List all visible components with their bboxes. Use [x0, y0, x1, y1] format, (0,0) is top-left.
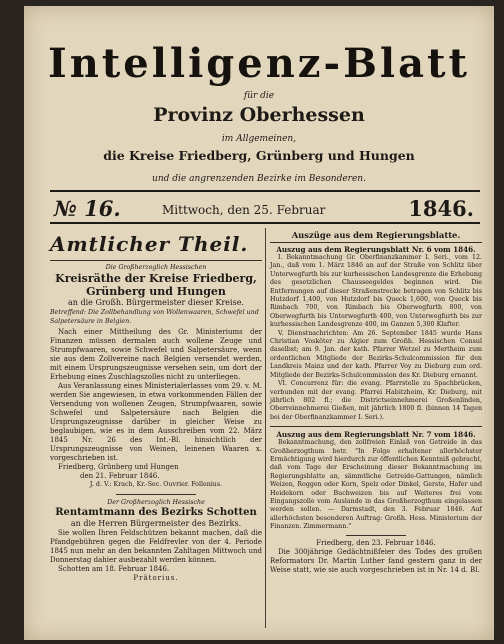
b1-place: Friedberg, Grünberg und Hungen: [58, 463, 179, 472]
separator: [270, 426, 482, 427]
b2-to: an die Herren Bürgermeister des Bezirks.: [70, 519, 242, 529]
r3-body: Die 300jährige Gedächtnißfeier des Todes des großen Reformators Dr. Martin Luther fand gestern ganz in der Weise statt, wie sie auch vorgeschrieben ist in Nr. 14 d. Bl.: [270, 547, 482, 574]
b2-intro: Der Großherzoglich Hessische: [107, 498, 205, 506]
b1-signatures: J. d. V.: Krach, Kr.-Sec. Ouvrier. Follenius.: [89, 481, 223, 489]
column-divider: [265, 228, 266, 628]
r2-title: Auszug aus dem Regierungsblatt Nr. 7 vom 1846.: [276, 430, 476, 440]
issue-year: 1846.: [408, 196, 474, 221]
masthead-provinz: Provinz Oberhessen: [153, 104, 365, 126]
b1-title: Kreisräthe der Kreise Friedberg, Grünberg und Hungen: [55, 272, 257, 299]
issue-date: Mittwoch, den 25. Februar: [162, 203, 326, 217]
b1-date: den 21. Februar 1846.: [80, 472, 160, 481]
masthead-rule-bottom: [50, 222, 480, 224]
newspaper-page: [24, 6, 494, 640]
masthead-fuer: für die: [243, 91, 275, 101]
masthead-kreise: die Kreise Friedberg, Grünberg und Hungen: [103, 148, 415, 163]
r2-body: Bekanntmachung, den zollfreien Einlaß von Getreide in das Großherzogthum betr. "In Folge erhaltener allerhöchster Ermächtigung wird hierdurch zur öffentlichen Kenntniß gebracht, daß vom Tage der Erscheinung dieser Bekanntmachung im Regierungsblatte an, sämmtliche Getreide-Gattungen, nämlich Weizen, Roggen oder Korn, Spelz oder Dinkel, Gerste, Hafer und Heidekorn oder Buchweizen bis auf Weiteres frei vom Eingangszolle vom Auslande in das Großherzogthum eingelassen werden sollen. — Darmstadt, den 3. Februar 1846. Auf allerhöchsten besonderen Auftrag: Großh. Hess. Ministerium der Finanzen. Zimmermann.": [270, 439, 482, 531]
b1-to: an die Großh. Bürgermeister dieser Kreise.: [68, 298, 244, 308]
b1-body: Nach einer Mittheilung des Gr. Ministeriums der Finanzen müssen dermalen auch wollene Zeuge und Strumpfwaaren, sowie Schwefel und Salpetersäure, wenn sie aus dem Zollvereine nach Belgien versendet werden, mit einem Ursprungszeugnisse versehen sein, um dort der Erhebung eines Zuschlagszolles nicht zu unterliegen.: [50, 328, 262, 382]
masthead-allgemeinen: im Allgemeinen,: [221, 134, 297, 144]
b1-betreff: Betreffend: Die Zollbehandlung von Wollenwaaren, Schwefel und Salpetersäure in Belgien.: [50, 309, 259, 325]
b1-intro: Die Großherzoglich Hessischen: [105, 264, 207, 271]
r1-item2: V. Dienstnachrichten: Am 26. September 1845 wurde Hans Christian Vosköter zu Algier zum Großh. Hessischen Consul daselbst; am 9. Jan. der kath. Pfarrer Wetzel zu Mertheim zum ordentlichen Mitgliede der Bezirks-Schulcommission für den Landkreis Mainz und der kath. Pfarrer Voy zu Dieburg zum ord. Mitgliede der Bezirks-Schulcommission des Kr. Dieburg ernannt.: [270, 329, 482, 379]
left-column: [50, 232, 262, 583]
separator: [116, 494, 196, 495]
separator: [50, 260, 262, 261]
b2-title: Rentamtmann des Bezirks Schotten: [55, 507, 257, 519]
r2-date: Friedberg, den 23. Februar 1846.: [316, 538, 436, 547]
b1-body2: Aus Veranlassung eines Ministerialerlasses vom 29. v. M. werden Sie angewiesen, in etwa vorkommenden Fällen der Versendung von wollenen Zeugen, Strumpfwaaren, sowie Schwefel und Salpetersäure nach Belgien die Ursprungszeugnisse darüber in gleicher Weise zu beglaubigen, wie es in dem Ausschreiben vom 22. März 1845 Nr. 26 des Int.-Bl. hinsichtlich der Ursprungszeugnisse von Weinen, leinenen Waaren x. vorgeschrieben ist.: [50, 382, 262, 463]
regierungsblatt-heading: Auszüge aus dem Regierungsblatte.: [291, 230, 461, 240]
r1-item1: I. Bekanntmachung Gr. Oberfinanzkammer I. Seri., vom 12. Jan., daß vom 1. März 1846 an auf der Straße von Schlitz über Unterwegfurth bis zur kurhessischen Landesgrenze die Erhebung des gesetzlichen Chausseegeldes beginnen wird. Die Entfernungen auf dieser Straßenstrecke betragen von Schlitz bis Hutzdorf 1,400, von Hutzdorf bis Queck 1,600, von Queck bis Rimbach 700, von Rimbach bis Oberwegfurth 800, von Oberwegfurth bis Unterwegfurth 400, von Unterwegfurth bis zur kurhessischen Landesgrenze 400, im Ganzen 5,300 Klafter.: [270, 254, 482, 329]
masthead-angrenzend: und die angrenzenden Bezirke im Besonderen.: [152, 174, 366, 184]
section-title: Amtlicher Theil.: [50, 232, 249, 256]
b2-signature: Prätorius.: [133, 574, 179, 583]
r1-title: Auszug aus dem Regierungsblatt Nr. 6 vom 1846.: [276, 245, 476, 254]
b2-body: Sie wollen Ihren Feldschützen bekannt machen, daß die Pfandgebühren gegen die Feldfrevler von der 4. Periode 1845 nun mehr an den bekannten Zahltagen Mittwoch und Donnerstag dahier ausbezahlt werden können.: [50, 529, 262, 565]
separator: [346, 535, 406, 536]
r1-item3: VI. Concurrenz für: die evang. Pfarrstelle zu Spachbrücken, verbunden mit der evang. Pfarrei Habitzheim, Kr. Dieburg, mit jährlich 802 fl.; die Districtseinnehmerei Großenlinden, Oberreinnehmerei Gießen, mit jährlich 1800 fl. (binnen 14 Tagen bei der Oberfinanzkammer I. Seri.).: [270, 380, 482, 421]
separator: [270, 242, 482, 243]
issue-number: № 16.: [54, 196, 121, 221]
masthead-rule-top: [50, 190, 480, 192]
masthead-title: Intelligenz-Blatt: [48, 40, 470, 87]
b2-date: Schotten am 18. Februar 1846.: [58, 565, 170, 574]
right-column: [270, 230, 482, 575]
